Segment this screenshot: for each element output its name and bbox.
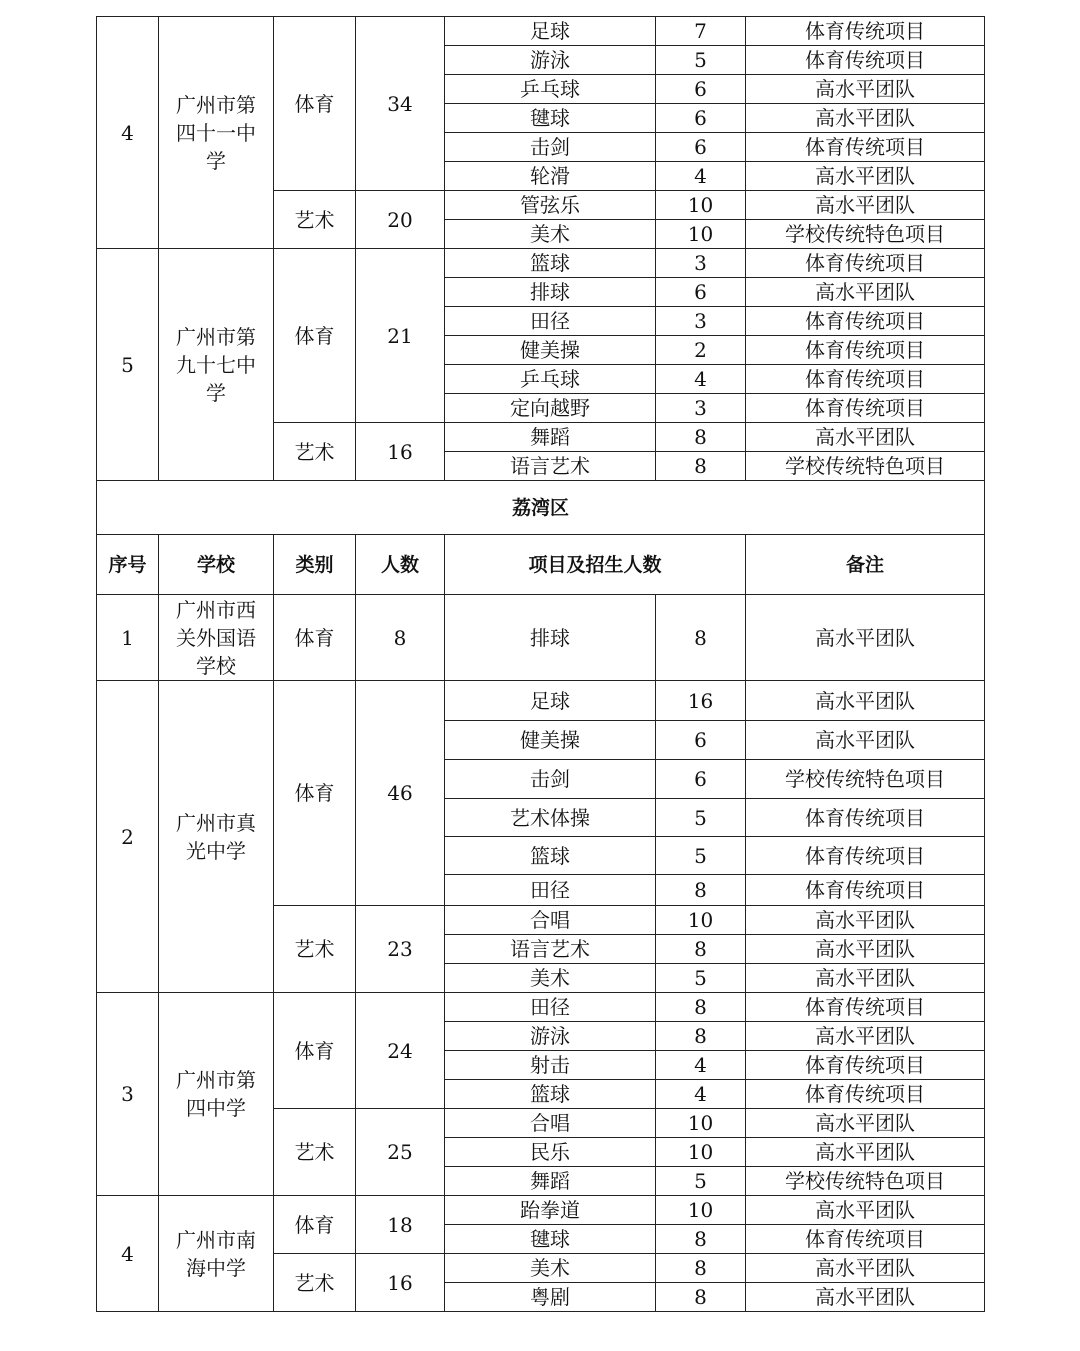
row-note: 高水平团队 [746, 423, 985, 452]
header-count: 人数 [356, 535, 445, 595]
row-project: 足球 [445, 17, 656, 46]
row-note: 体育传统项目 [746, 1051, 985, 1080]
row-note: 高水平团队 [746, 162, 985, 191]
row-project: 乒乓球 [445, 75, 656, 104]
row-category: 体育 [274, 993, 356, 1109]
row-count: 25 [356, 1109, 445, 1196]
row-project: 定向越野 [445, 394, 656, 423]
header-seq: 序号 [97, 535, 159, 595]
row-project: 击剑 [445, 760, 656, 799]
row-note: 体育传统项目 [746, 336, 985, 365]
row-note: 高水平团队 [746, 1022, 985, 1051]
row-num: 10 [656, 1196, 746, 1225]
row-project: 美术 [445, 964, 656, 993]
row-num: 8 [656, 595, 746, 681]
table-row [97, 249, 985, 278]
row-note: 高水平团队 [746, 595, 985, 681]
row-category: 艺术 [274, 906, 356, 993]
row-school: 广州市西关外国语学校 [159, 595, 274, 681]
row-note: 高水平团队 [746, 191, 985, 220]
row-project: 排球 [445, 278, 656, 307]
row-num: 4 [656, 1080, 746, 1109]
row-num: 5 [656, 799, 746, 837]
row-num: 10 [656, 1138, 746, 1167]
district-row [97, 481, 985, 535]
row-project: 粤剧 [445, 1283, 656, 1312]
row-num: 6 [656, 104, 746, 133]
row-category: 体育 [274, 17, 356, 191]
row-note: 高水平团队 [746, 935, 985, 964]
row-num: 10 [656, 220, 746, 249]
row-num: 5 [656, 1167, 746, 1196]
row-num: 5 [656, 964, 746, 993]
row-num: 16 [656, 681, 746, 721]
row-project: 民乐 [445, 1138, 656, 1167]
row-note: 高水平团队 [746, 1254, 985, 1283]
row-project: 健美操 [445, 336, 656, 365]
row-category: 体育 [274, 1196, 356, 1254]
row-num: 10 [656, 1109, 746, 1138]
row-num: 8 [656, 993, 746, 1022]
row-note: 高水平团队 [746, 906, 985, 935]
row-count: 24 [356, 993, 445, 1109]
row-num: 8 [656, 452, 746, 481]
row-project: 篮球 [445, 837, 656, 875]
row-count: 16 [356, 423, 445, 481]
row-note: 体育传统项目 [746, 1080, 985, 1109]
row-num: 4 [656, 365, 746, 394]
row-category: 体育 [274, 595, 356, 681]
row-project: 乒乓球 [445, 365, 656, 394]
row-num: 10 [656, 906, 746, 935]
row-school: 广州市第四十一中学 [159, 17, 274, 249]
row-num: 3 [656, 249, 746, 278]
row-project: 毽球 [445, 104, 656, 133]
row-note: 体育传统项目 [746, 133, 985, 162]
row-num: 3 [656, 394, 746, 423]
row-note: 高水平团队 [746, 1283, 985, 1312]
row-count: 23 [356, 906, 445, 993]
row-num: 2 [656, 336, 746, 365]
row-project: 毽球 [445, 1225, 656, 1254]
row-num: 6 [656, 133, 746, 162]
row-project: 排球 [445, 595, 656, 681]
row-note: 高水平团队 [746, 1138, 985, 1167]
row-project: 舞蹈 [445, 423, 656, 452]
row-note: 体育传统项目 [746, 365, 985, 394]
row-num: 6 [656, 278, 746, 307]
row-num: 8 [656, 935, 746, 964]
row-num: 8 [656, 875, 746, 906]
row-note: 高水平团队 [746, 721, 985, 760]
row-note: 高水平团队 [746, 75, 985, 104]
row-num: 10 [656, 191, 746, 220]
row-project: 健美操 [445, 721, 656, 760]
header-note: 备注 [746, 535, 985, 595]
district-section [97, 481, 985, 595]
table-row [97, 993, 985, 1022]
row-project: 合唱 [445, 1109, 656, 1138]
row-note: 体育传统项目 [746, 993, 985, 1022]
row-project: 跆拳道 [445, 1196, 656, 1225]
row-note: 体育传统项目 [746, 875, 985, 906]
table-row [97, 17, 985, 46]
row-note: 学校传统特色项目 [746, 220, 985, 249]
row-project: 田径 [445, 875, 656, 906]
row-seq: 4 [97, 17, 159, 249]
row-num: 6 [656, 721, 746, 760]
row-note: 体育传统项目 [746, 249, 985, 278]
row-project: 田径 [445, 993, 656, 1022]
row-category: 艺术 [274, 1254, 356, 1312]
row-num: 8 [656, 1283, 746, 1312]
row-num: 8 [656, 1225, 746, 1254]
row-note: 高水平团队 [746, 1109, 985, 1138]
row-project: 足球 [445, 681, 656, 721]
row-num: 7 [656, 17, 746, 46]
row-note: 体育传统项目 [746, 837, 985, 875]
table-row [97, 1196, 985, 1225]
row-project: 合唱 [445, 906, 656, 935]
row-project: 舞蹈 [445, 1167, 656, 1196]
row-project: 语言艺术 [445, 935, 656, 964]
row-seq: 2 [97, 681, 159, 993]
enrollment-table [96, 16, 985, 1312]
row-project: 篮球 [445, 249, 656, 278]
row-note: 学校传统特色项目 [746, 1167, 985, 1196]
row-note: 体育传统项目 [746, 46, 985, 75]
row-note: 高水平团队 [746, 681, 985, 721]
row-count: 34 [356, 17, 445, 191]
row-school: 广州市第四中学 [159, 993, 274, 1196]
row-num: 6 [656, 75, 746, 104]
row-count: 21 [356, 249, 445, 423]
row-note: 体育传统项目 [746, 17, 985, 46]
row-num: 5 [656, 837, 746, 875]
row-project: 轮滑 [445, 162, 656, 191]
row-project: 游泳 [445, 1022, 656, 1051]
row-project: 篮球 [445, 1080, 656, 1109]
row-project: 语言艺术 [445, 452, 656, 481]
row-num: 8 [656, 1254, 746, 1283]
row-note: 高水平团队 [746, 104, 985, 133]
row-note: 体育传统项目 [746, 1225, 985, 1254]
row-seq: 5 [97, 249, 159, 481]
header-school: 学校 [159, 535, 274, 595]
row-count: 16 [356, 1254, 445, 1312]
header-project: 项目及招生人数 [445, 535, 746, 595]
row-note: 体育传统项目 [746, 394, 985, 423]
row-category: 艺术 [274, 423, 356, 481]
row-num: 6 [656, 760, 746, 799]
row-seq: 1 [97, 595, 159, 681]
row-count: 18 [356, 1196, 445, 1254]
row-school: 广州市南海中学 [159, 1196, 274, 1312]
table-row [97, 681, 985, 721]
row-seq: 3 [97, 993, 159, 1196]
row-note: 学校传统特色项目 [746, 760, 985, 799]
row-num: 4 [656, 162, 746, 191]
row-num: 8 [656, 1022, 746, 1051]
row-school: 广州市真光中学 [159, 681, 274, 993]
header-category: 类别 [274, 535, 356, 595]
district-title: 荔湾区 [97, 481, 985, 535]
row-project: 游泳 [445, 46, 656, 75]
row-category: 艺术 [274, 1109, 356, 1196]
top-section [97, 17, 985, 481]
header-row [97, 535, 985, 595]
row-count: 20 [356, 191, 445, 249]
row-project: 美术 [445, 220, 656, 249]
row-category: 体育 [274, 681, 356, 906]
row-note: 高水平团队 [746, 964, 985, 993]
row-note: 高水平团队 [746, 1196, 985, 1225]
row-num: 4 [656, 1051, 746, 1080]
row-seq: 4 [97, 1196, 159, 1312]
row-num: 3 [656, 307, 746, 336]
row-category: 体育 [274, 249, 356, 423]
row-project: 管弦乐 [445, 191, 656, 220]
row-note: 体育传统项目 [746, 799, 985, 837]
table-row [97, 595, 985, 681]
row-note: 高水平团队 [746, 278, 985, 307]
row-project: 田径 [445, 307, 656, 336]
row-count: 46 [356, 681, 445, 906]
row-project: 美术 [445, 1254, 656, 1283]
row-category: 艺术 [274, 191, 356, 249]
row-project: 艺术体操 [445, 799, 656, 837]
bottom-section [97, 595, 985, 1312]
row-count: 8 [356, 595, 445, 681]
row-school: 广州市第九十七中学 [159, 249, 274, 481]
row-project: 击剑 [445, 133, 656, 162]
row-note: 体育传统项目 [746, 307, 985, 336]
row-num: 5 [656, 46, 746, 75]
row-project: 射击 [445, 1051, 656, 1080]
row-note: 学校传统特色项目 [746, 452, 985, 481]
row-num: 8 [656, 423, 746, 452]
